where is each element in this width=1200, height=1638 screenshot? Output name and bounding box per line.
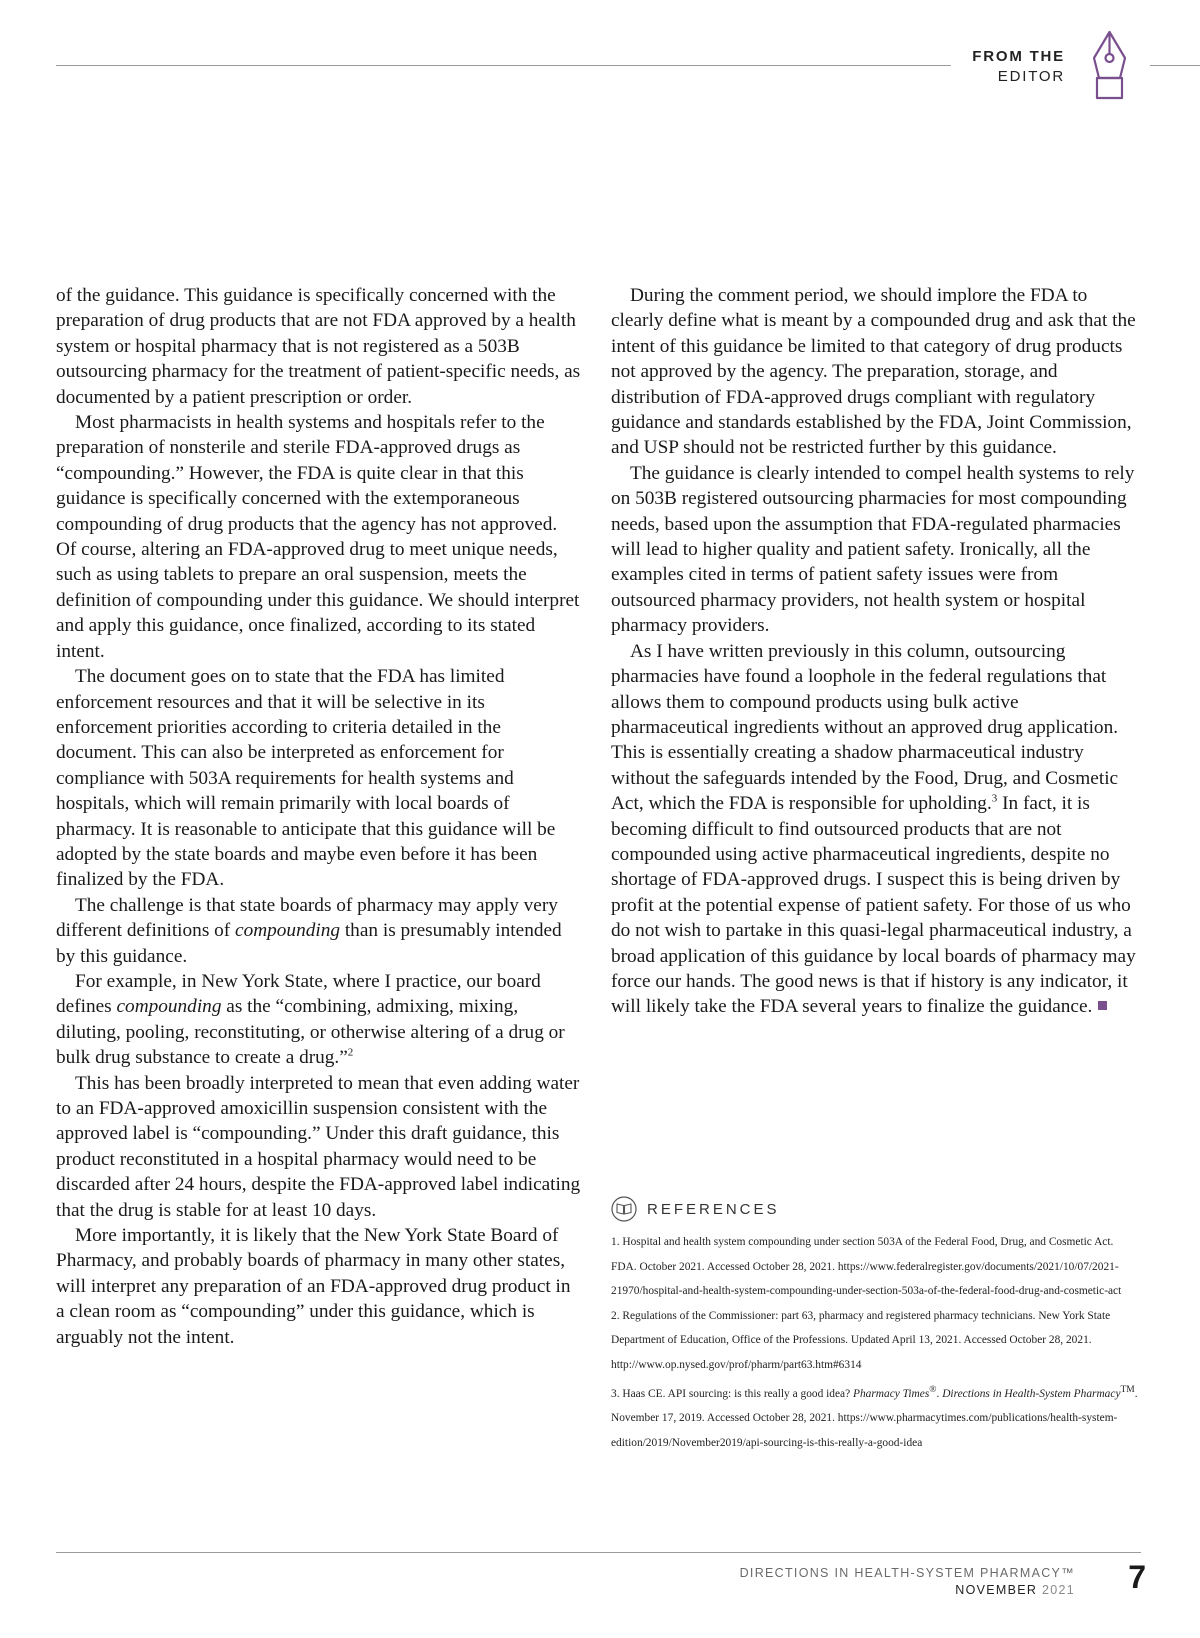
- text-run: As I have written previously in this column, outsourcing pharmacies have found a loophole in the federal regulations that allows them to compound products using bulk active pharmaceutical ingredients without an approved drug application. This is essentially creating a shadow pharmaceutical industry without the safeguards intended by the Food, Drug, and Cosmetic Act, which the FDA is responsible for upholding.: [611, 640, 1119, 815]
- paragraph: This has been broadly interpreted to mean that even adding water to an FDA-approved amoxicillin suspension consistent with the approved label is “compounding.” Under this draft guidance, this product reconstituted in a hospital pharmacy would need to be discarded after 24 hours, despite the FDA-approved label indicating that the drug is stable for at least 10 days.: [56, 1072, 581, 1221]
- paragraph: [611, 639, 1141, 1020]
- text-run: 3. Haas CE. API sourcing: is this really a good idea?: [611, 1387, 854, 1400]
- emphasized-term: compounding: [116, 996, 222, 1018]
- footer-publication: DIRECTIONS IN HEALTH-SYSTEM PHARMACY™: [739, 1566, 1075, 1580]
- footer-issue-date: [780, 1582, 1075, 1598]
- text-run: . November 17, 2019. Accessed October 28, 2021. https://www.pharmacytimes.com/publications/health-system-edition/2019/November2019/api-sourcing-is-this-really-a-good-idea: [611, 1387, 1138, 1449]
- article-column-left: [56, 283, 581, 1350]
- paragraph: Most pharmacists in health systems and hospitals refer to the preparation of nonsterile and sterile FDA-approved drugs as “compounding.” However, the FDA is quite clear in that this guidance is specifically concerned with the extemporaneous compounding of drug products that the agency has not approved. Of course, altering an FDA-approved drug to meet unique needs, such as using tablets to prepare an oral suspension, meets the definition of compounding under this guidance. We should interpret and apply this guidance, once finalized, according to its stated intent.: [56, 412, 580, 662]
- section-label-line1: FROM THE: [972, 48, 1065, 65]
- reference-item: [611, 1378, 1141, 1456]
- reference-item: 1. Hospital and health system compounding under section 503A of the Federal Food, Drug, and Cosmetic Act. FDA. October 2021. Accessed October 28, 2021. https://www.federalregister.gov/documents/2021/10/07/2021-21970/hospital-and-health-system-compounding-under-section-503a-of-the-federal-food-drug-and-cosmetic-act: [611, 1236, 1122, 1298]
- journal-title: Directions in Health-System Pharmacy: [942, 1387, 1121, 1400]
- paragraph: [56, 893, 581, 969]
- fountain-pen-nib-icon: [1087, 30, 1132, 102]
- footer-rule: [56, 1552, 1141, 1553]
- header-rule-right: [1150, 65, 1200, 66]
- section-label-line2: EDITOR: [997, 68, 1065, 85]
- text-run: as the “combining, admixing, mixing, diluting, pooling, reconstituting, or otherwise altering of a drug or bulk drug substance to create a drug.”: [56, 996, 565, 1069]
- text-run: than is presumably intended by this guidance.: [56, 920, 562, 967]
- emphasized-term: compounding: [235, 920, 340, 942]
- end-of-article-mark: [1098, 1001, 1107, 1010]
- footer-month: NOVEMBER: [955, 1583, 1038, 1597]
- paragraph: The document goes on to state that the FDA has limited enforcement resources and that it will be selective in its enforcement priorities according to criteria detailed in the document. This can also be interpreted as enforcement for compliance with 503A requirements for health systems and hospitals, which will remain primarily with local boards of pharmacy. It is reasonable to anticipate that this guidance will be adopted by the state boards and maybe even before it has been finalized by the FDA.: [56, 666, 556, 891]
- text-run: For example, in New York State, where I practice, our board defines: [56, 970, 541, 1018]
- registered-mark: ®: [929, 1384, 937, 1395]
- trademark-mark: TM: [1120, 1384, 1135, 1395]
- references-title: REFERENCES: [647, 1200, 780, 1218]
- open-book-icon: [611, 1196, 637, 1222]
- paragraph: During the comment period, we should implore the FDA to clearly define what is meant by a compounded drug and ask that the intent of this guidance be limited to that category of drug products not approved by the agency. The preparation, storage, and distribution of FDA-approved drugs compliant with regulatory guidance and standards established by the FDA, Joint Commission, and USP should not be restricted further by this guidance.: [611, 285, 1136, 459]
- text-run: .: [936, 1387, 943, 1400]
- reference-item: 2. Regulations of the Commissioner: part 63, pharmacy and registered pharmacy technicians. New York State Department of Education, Office of the Professions. Updated April 13, 2021. Accessed October 28, 2021. http://www.op.nysed.gov/prof/pharm/part63.htm#6314: [611, 1309, 1111, 1371]
- text-run: The challenge is that state boards of pharmacy may apply very different definitions of: [56, 894, 558, 942]
- text-run: In fact, it is becoming difficult to find outsourced products that are not compounded using active pharmaceutical ingredients, despite no shortage of FDA-approved drugs. I suspect this is being driven by profit at the potential expense of patient safety. For those of us who do not wish to partake in this quasi-legal pharmaceutical industry, a broad application of this guidance by local boards of pharmacy may force our hands. The good news is that if history is any indicator, it will likely take the FDA several years to finalize the guidance.: [611, 793, 1136, 1018]
- section-label: [920, 47, 1065, 87]
- citation-superscript: 3: [991, 792, 998, 805]
- references-list: [611, 1230, 1141, 1455]
- article-column-right: [611, 283, 1141, 1020]
- footer-year: 2021: [1041, 1583, 1075, 1597]
- paragraph: of the guidance. This guidance is specifically concerned with the preparation of drug products that are not FDA approved by a health system or hospital pharmacy that is not registered as a 503B outsourcing pharmacy for the treatment of patient-specific needs, as documented by a patient prescription or order.: [56, 285, 581, 408]
- paragraph: The guidance is clearly intended to compel health systems to rely on 503B registered outsourcing pharmacies for most compounding needs, based upon the assumption that FDA-regulated pharmacies will lead to higher quality and patient safety. Ironically, all the examples cited in terms of patient safety issues were from outsourced pharmacy providers, not health system or hospital pharmacy providers.: [611, 462, 1135, 637]
- paragraph: More importantly, it is likely that the New York State Board of Pharmacy, and probably boards of pharmacy in many other states, will interpret any preparation of an FDA-approved drug product in a clean room as “compounding” under this guidance, which is arguably not the intent.: [56, 1225, 571, 1348]
- paragraph: [56, 969, 581, 1071]
- journal-title: Pharmacy Times: [853, 1387, 930, 1400]
- header-rule-left: [56, 65, 951, 66]
- references-header: [611, 1196, 1141, 1222]
- page-number: 7: [1128, 1559, 1146, 1595]
- citation-superscript: 2: [347, 1046, 354, 1059]
- references-section: [611, 1196, 1141, 1455]
